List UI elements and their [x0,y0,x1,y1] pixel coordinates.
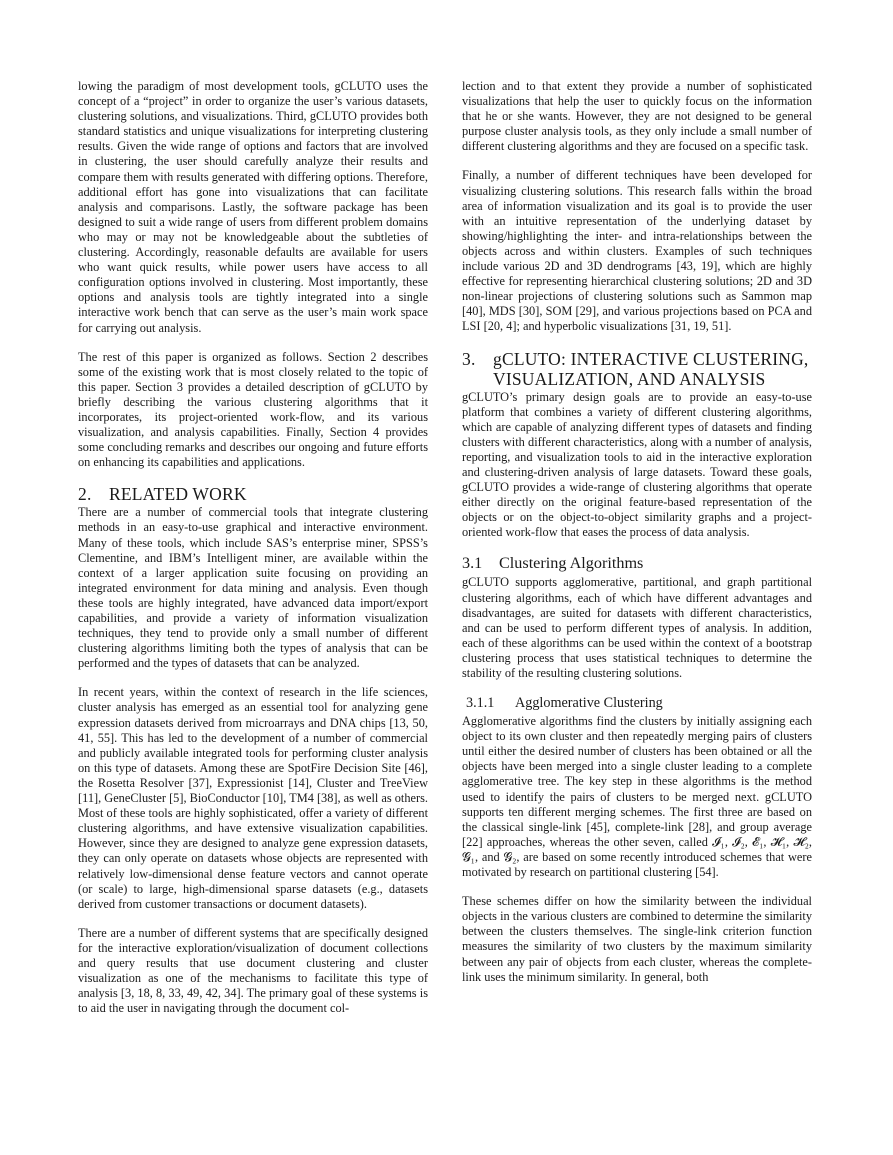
paragraph: lection and to that extent they provide a number of sophisticated visualizations that help the user to quickly focus on the information that he or she wants. However, they are not designed to be general purpose cluster analysis tools, as they only include a small number of different clustering algorithms and they are focused on a specific task. [462,79,812,154]
paragraph: In recent years, within the context of research in the life sciences, cluster analysis has emerged as an essential tool for analyzing gene expression datasets derived from microarrays and DNA chips [13, 50, 41, 55]. This has led to the development of a number of commercial and publicly available integrated tools for performing cluster analysis on this type of datasets. Among these are SpotFire Decision Site [46], the Rosetta Resolver [37], Expressionist [14], Cluster and TreeView [11], GeneCluster [5], BioConductor [10], TM4 [38], as well as others. Most of these tools are highly sophisticated, offer a variety of different clustering algorithms, and have extensive visualization capabilities. However, since they are designed to analyze gene expression datasets, they can only operate on datasets whose objects are represented with relatively low-dimensional dense feature vectors and cannot operate (or scale) to large, high-dimensional sparse datasets (e.g., datasets derived from customer transactions or document datasets). [78,685,429,911]
paragraph: gCLUTO supports agglomerative, partitional, and graph partitional clustering algorithms, each of which have different advantages and disadvantages, are suited for datasets with different characteristics, and can be used to perform different types of analysis. In addition, each of these algorithms can be used within the context of a bootstrap clustering process that uses statistical techniques to determine the stability of the resulting clustering solutions. [462,575,812,680]
left-column [78,79,428,1030]
paragraph: Finally, a number of different techniques have been developed for visualizing clustering solutions. This research falls within the broad area of information visualization and its goal is to provide the user with an intuitive representation of the underlying dataset by showing/highlighting the inter- and intra-relationships between the objects across and within clusters. Examples of such techniques include various 2D and 3D dendrograms [43, 19], which are highly effective for representing hierarchical clustering solutions; 2D and 3D non-linear projections of clustering solutions such as Sammon map [40], MDS [30], SOM [29], and various projections based on PCA and LSI [20, 4]; and hyperbolic visualizations [31, 19, 51]. [462,168,812,334]
paragraph: These schemes differ on how the similarity between the individual objects in the various clusters are combined to determine the similarity between the clusters themselves. The single-link criterion function measures the similarity of two clusters by the maximum similarity between any pair of objects from each cluster, whereas the complete-link uses the minimum similarity. In general, both [462,894,812,984]
paragraph: Agglomerative algorithms find the clusters by initially assigning each object to its own cluster and then repeatedly merging pairs of clusters until either the desired number of clusters has been obtained or all the objects have been merged into a single cluster leading to a complete agglomerative tree. The key step in these algorithms is the method used to identify the pairs of clusters to be merged next. gCLUTO supports ten different merging schemes. The first three are based on the classical single-link [45], complete-link [28], and group average [22] approaches, whereas the other seven, called 𝓘₁, 𝓘₂, 𝓔₁, 𝓗₁, 𝓗₂, 𝓖₁, and 𝓖₂, are based on some recently introduced schemes that were motivated by research on partitional clustering [54]. [462,714,812,880]
section-number: 3. [462,348,476,369]
subsubsection-heading-agglomerative [466,695,812,712]
subsubsection-title: Agglomerative Clustering [515,695,663,712]
subsubsection-number: 3.1.1 [466,695,495,712]
paragraph: lowing the paradigm of most development tools, gCLUTO uses the concept of a “project” in order to organize the user’s various datasets, clustering solutions, and visualizations. Third, gCLUTO provides both standard statistics and unique visualizations for interpreting clustering results. Given the wide range of options and factors that are involved in clustering, the user should carefully analyze their results and compare them with results generated with differing options. Therefore, additional effort has gone into visualizations that can facilitate analysis and comparisons. Lastly, the software package has been designed to suit a wide range of users from different problem domains who may or may not be knowledgeable about the subtleties of clustering. Accordingly, reasonable defaults are available for users who want quick results, while power users have access to all configuration options involved in clustering. Most importantly, these options and analysis tools are tightly integrated into a single interactive work bench that can serve as the user’s main work space for carrying out analysis. [78,79,428,335]
paragraph: There are a number of commercial tools that integrate clustering methods in an easy-to-use graphical and interactive environment. Many of these tools, which include SAS’s enterprise miner, SPSS’s Clementine, and IBM’s Intelligent miner, are available within the context of a larger application suite focusing on providing an integrated environment for data mining and analysis. Even though these tools are highly integrated, have advanced data import/export capabilities, and provide a variety of information visualization techniques, they tend to provide only a small number of different clustering algorithms limiting both the types of analysis that can be performed and the types of datasets that can be analyzed. [78,505,428,671]
section-number: 2. [78,484,92,505]
subsection-heading-clustering-algorithms [462,554,812,573]
section-title-line1: gCLUTO: INTERACTIVE CLUSTERING, [493,348,809,369]
paragraph: The rest of this paper is organized as follows. Section 2 describes some of the existing work that is most closely related to the topic of this paper. Section 3 provides a detailed description of gCLUTO by briefly describing the various clustering algorithms that it incorporates, its project-oriented work-flow, and its various visualization, and analysis capabilities. Finally, Section 4 provides some concluding remarks and describes our ongoing and future efforts on enhancing its capabilities and applications. [78,349,428,470]
section-title: RELATED WORK [109,484,247,505]
paragraph: There are a number of different systems that are specifically designed for the interactive exploration/visualization of document collections and query results that use document clustering and cluster visualization as one of the mechanisms to facilitate this type of analysis [3, 18, 8, 33, 49, 42, 34]. The primary goal of these systems is to aid the user in navigating through the document col- [78,925,428,1016]
subsection-number: 3.1 [462,554,483,573]
paragraph: gCLUTO’s primary design goals are to provide an easy-to-use platform that combines a variety of different clustering algorithms, which are capable of analyzing different types of datasets and finding clusters with different characteristics, along with a number of analysis, reporting, and visualization tools to aid in the interactive exploration and clustering-driven analysis of large datasets. Toward these goals, gCLUTO provides a wide-range of clustering algorithms that operate either directly on the original feature-based representation of the objects or on the object-to-object similarity graphs and a project-oriented work-flow that eases the process of data analysis. [462,389,812,540]
subsection-title: Clustering Algorithms [499,554,644,573]
section-heading-related-work [78,484,428,504]
section-heading-gcluto [462,349,812,389]
right-column [462,79,812,999]
section-title-line2: VISUALIZATION, AND ANALYSIS [493,368,766,389]
